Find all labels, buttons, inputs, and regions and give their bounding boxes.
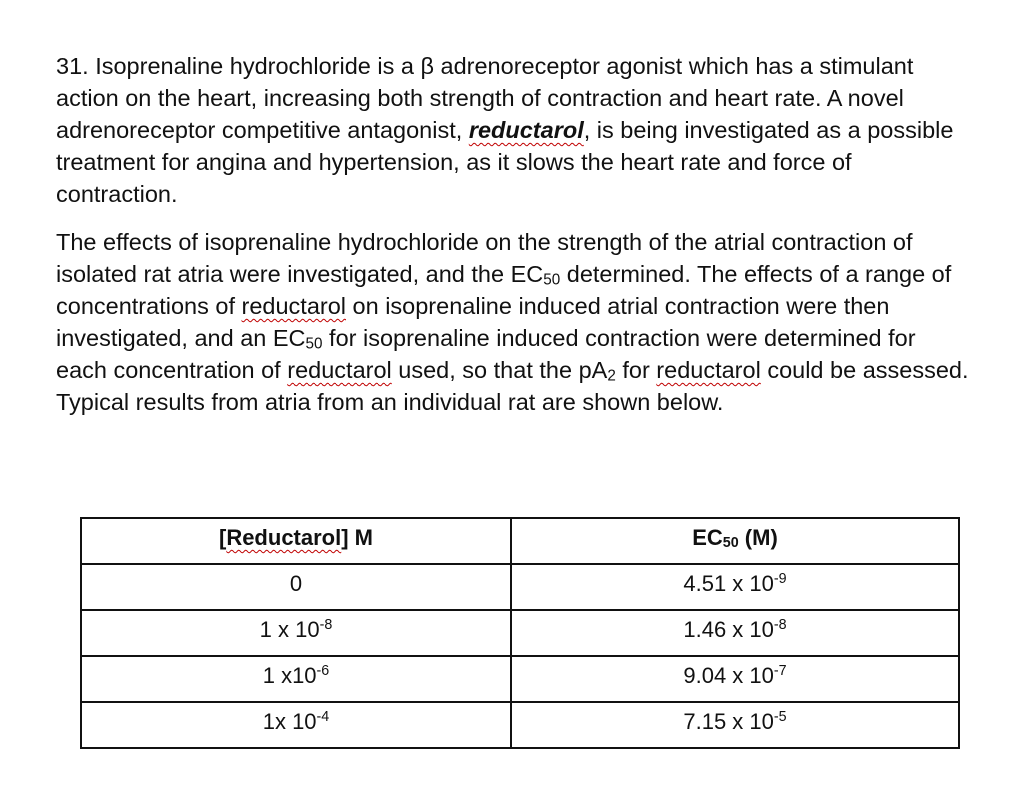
p2-b: determined. The effects of a range of concentrations of (56, 261, 952, 319)
table-row (81, 564, 959, 610)
cell-concentration: 0 (81, 564, 511, 610)
cell-ec50: 1.46 x $10^{-8}$ (511, 610, 959, 656)
results-table (80, 517, 960, 749)
drug-name-3: reductarol (656, 357, 761, 383)
table-row (81, 656, 959, 702)
p2-c-sub: 50 (305, 335, 323, 353)
p2-g: could be assessed. Typical results from atria from an individual rat are shown below. (56, 357, 969, 415)
header-concentration: [Reductarol] M (81, 518, 511, 564)
drug-name-bold: reductarol (468, 117, 584, 143)
p1-intro: 31. Isoprenaline hydrochloride is a β adrenoreceptor agonist which has a stimulant action on the heart, increasing both strength of contraction and heart rate. A novel adrenoreceptor competitive antagonist, (56, 53, 914, 143)
question-paragraph-2 (56, 226, 971, 418)
table-row (81, 610, 959, 656)
p1-rest: , is being investigated as a possible treatment for angina and hypertension, as it slows the heart rate and force of contraction. (56, 117, 954, 207)
p2-e-sub: 2 (607, 367, 616, 385)
question-paragraph-1 (56, 50, 971, 210)
table-row (81, 702, 959, 748)
drug-name-1: reductarol (241, 293, 346, 319)
p2-f: for (615, 357, 657, 383)
cell-ec50: 4.51 x $10^{-9}$ (511, 564, 959, 610)
table-header-row (81, 518, 959, 564)
header-ec50: $EC_{50}$ (M) (511, 518, 959, 564)
header-drug-name: Reductarol (226, 525, 342, 550)
cell-concentration: 1 x $10^{-8}$ (81, 610, 511, 656)
p2-c: on isoprenaline induced atrial contraction were then investigated, and an EC (56, 293, 890, 351)
p2-d: for isoprenaline induced contraction were determined for each concentration of (56, 325, 916, 383)
cell-concentration: 1 $x10^{-6}$ (81, 656, 511, 702)
cell-ec50: 7.15 x $10^{-5}$ (511, 702, 959, 748)
p2-a-sub: 50 (543, 271, 561, 289)
p2-a: The effects of isoprenaline hydrochloride on the strength of the atrial contraction of isolated rat atria were investigated, and the EC (56, 229, 913, 287)
drug-name-2: reductarol (287, 357, 392, 383)
cell-concentration: 1x $10^{-4}$ (81, 702, 511, 748)
p2-e: used, so that the pA (391, 357, 608, 383)
cell-ec50: 9.04 x $10^{-7}$ (511, 656, 959, 702)
